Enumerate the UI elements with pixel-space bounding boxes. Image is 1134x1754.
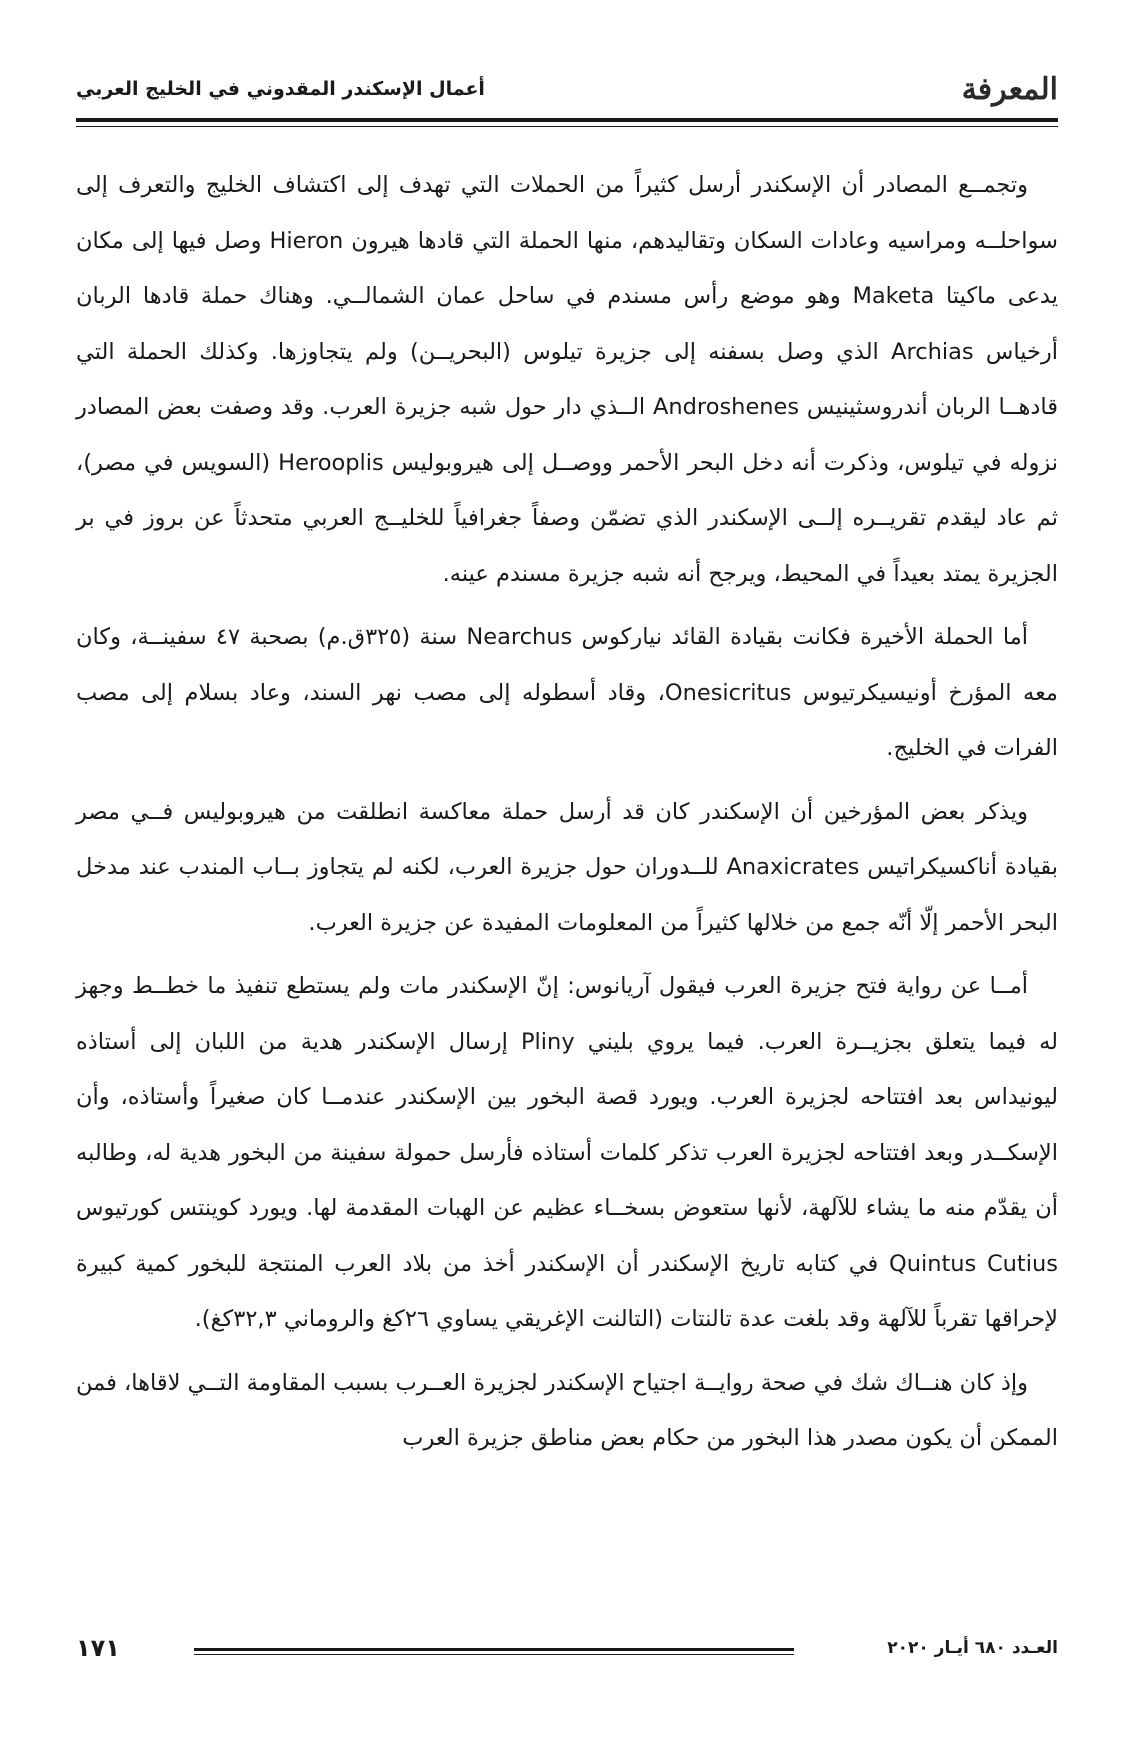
running-title: أعمال الإسكندر المقدوني في الخليج العربي xyxy=(76,78,485,100)
footer-divider-thin xyxy=(194,1654,794,1655)
page-footer xyxy=(76,1632,1058,1672)
footer-divider-thick xyxy=(194,1648,794,1651)
paragraph-4: أمــا عن رواية فتح جزيرة العرب فيقول آريانوس: إنّ الإسكندر مات ولم يستطع تنفيذ ما خطــط وجهز له فيما يتعلق بجزيــرة العرب. فيما يروي بليني Pliny إرسال الإسكندر هدية من اللبان إلى أستاذه ليونيداس بعد افتتاحه لجزيرة العرب. ويورد قصة البخور بين الإسكندر عندمــا كان صغيراً وأستاذه، وأن الإسكــدر وبعد افتتاحه لجزيرة العرب تذكر كلمات أستاذه فأرسل حمولة سفينة من البخور هدية له، وطالبه أن يقدّم منه ما يشاء للآلهة، لأنها ستعوض بسخــاء عظيم عن الهبات المقدمة لها. ويورد كوينتس كورتيوس Quintus Cutius في كتابه تاريخ الإسكندر أن الإسكندر أخذ من بلاد العرب المنتجة للبخور كمية كبيرة لإحراقها تقرباً للآلهة وقد بلغت عدة تالنتات (التالنت الإغريقي يساوي ٢٦كغ والروماني ٣٢,٣كغ). xyxy=(76,973,1059,1332)
issue-info: العـدد ٦٨٠ أيـار ٢٠٢٠ xyxy=(887,1638,1058,1658)
paragraph-2: أما الحملة الأخيرة فكانت بقيادة القائد نياركوس Nearchus سنة (٣٢٥ق.م) بصحبة ٤٧ سفينــة، وكان معه المؤرخ أونيسيكرتيوس Onesicritus، وقاد أسطوله إلى مصب نهر السند، وعاد بسلام إلى مصب الفرات في الخليج. xyxy=(76,624,1058,761)
paragraph-5: وإذ كان هنــاك شك في صحة روايــة اجتياح الإسكندر لجزيرة العــرب بسبب المقاومة التــي لاقاها، فمن الممكن أن يكون مصدر هذا البخور من حكام بعض مناطق جزيرة العرب xyxy=(76,1369,1058,1451)
paragraph-3: ويذكر بعض المؤرخين أن الإسكندر كان قد أرسل حملة معاكسة انطلقت من هيروبوليس فــي مصر بقيادة أناكسيكراتيس Anaxicrates للــدوران حول جزيرة العرب، لكنه لم يتجاوز بــاب المندب عند مدخل البحر الأحمر إلّا أنّه جمع من خلالها كثيراً من المعلومات المفيدة عن جزيرة العرب. xyxy=(76,798,1058,936)
header-divider-thick xyxy=(76,118,1058,122)
magazine-logo: المعرفة xyxy=(961,72,1058,107)
page-number: ١٧١ xyxy=(76,1634,120,1662)
paragraph-1: وتجمــع المصادر أن الإسكندر أرسل كثيراً من الحملات التي تهدف إلى اكتشاف الخليج والتعرف إلى سواحلــه ومراسيه وعادات السكان وتقاليدهم، منها الحملة التي قادها هيرون Hieron وصل فيها إلى مكان يدعى ماكيتا Maketa وهو موضع رأس مسندم في ساحل عمان الشمالــي. وهناك حملة قادها الربان أرخياس Archias الذي وصل بسفنه إلى جزيرة تيلوس (البحريــن) ولم يتجاوزها. وكذلك الحملة التي قادهــا الربان أندروسثينيس Androshenes الــذي دار حول شبه جزيرة العرب. وقد وصفت بعض المصادر نزوله في تيلوس، وذكرت أنه دخل البحر الأحمر ووصــل إلى هيروبوليس Herooplis (السويس في مصر)، ثم عاد ليقدم تقريــره إلــى الإسكندر الذي تضمّن وصفاً جغرافياً للخليــج العربي متحدثاً عن بروز في بر الجزيرة يمتد بعيداً في المحيط، ويرجح أنه شبه جزيرة مسندم عينه. xyxy=(76,172,1059,587)
article-body xyxy=(76,158,1058,1475)
header-divider-thin xyxy=(76,126,1058,127)
page-header xyxy=(76,66,1058,112)
